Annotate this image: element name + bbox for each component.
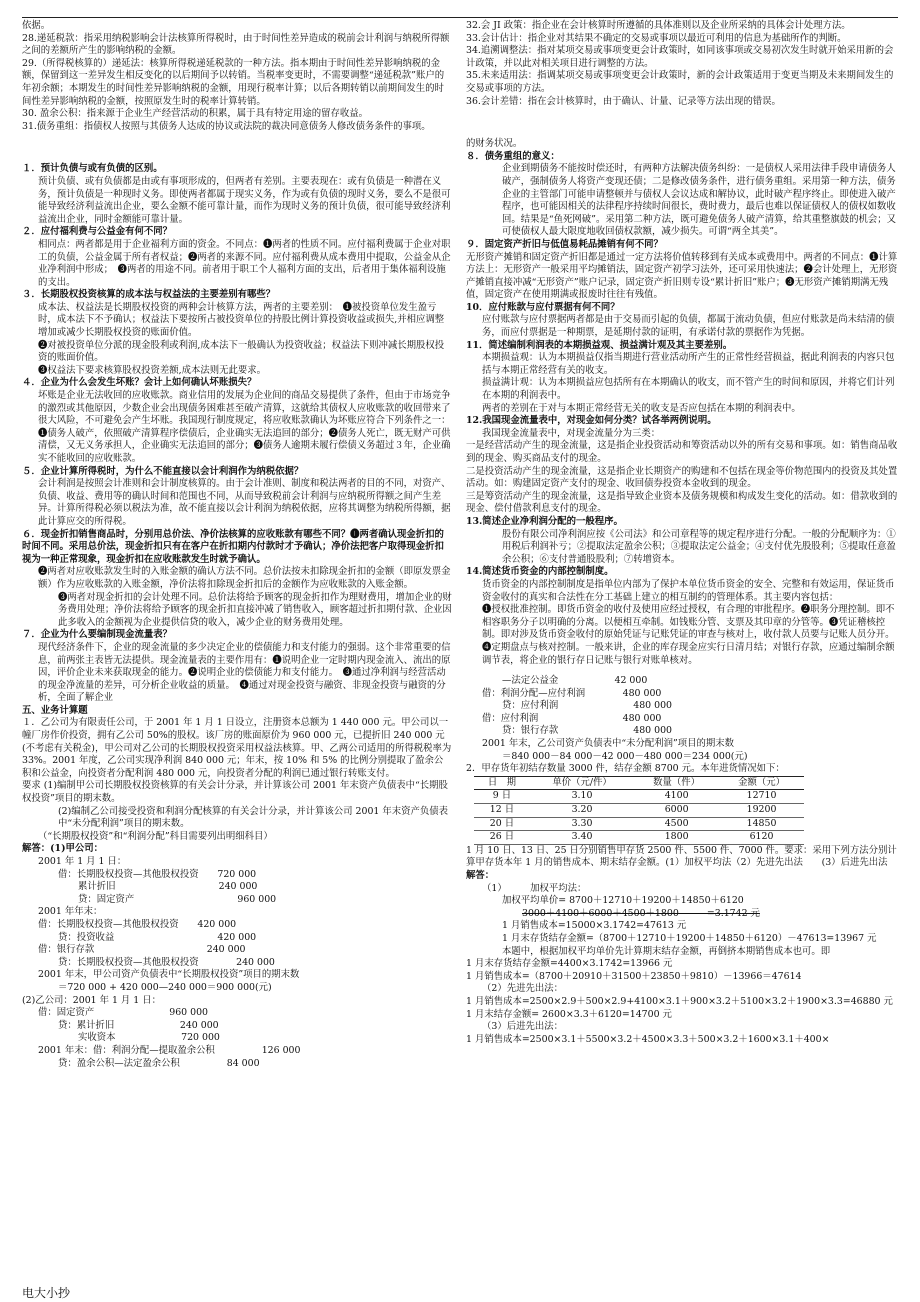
text-line: 34.追溯调整法：指对某项交易或事项变更会计政策时，如同该事项或交易初次发生时就开始采用新的会计政策，并以此对相关项目进行调整的方法。 <box>466 45 894 69</box>
text-line: 损益满计观：认为本期损益应包括所有在本期确认的收支，而不管产生的时间和原因，并将它们计列在本期的利润表中。 <box>482 377 895 402</box>
text-line: 1 月 10 日、13 日、25 日分别销售甲存货 2500 件、5500 件、7000 件。要求：采用下列方法分别计算甲存货本年 1 月的销售成本、期末结存金额。(1）加权平均法（2）先进先出法 (3）后进先出法 <box>466 844 897 869</box>
table-cell: 6000 <box>664 804 689 816</box>
text-line: 借：长期股权投资—其他股权投资 420 000 <box>38 918 237 930</box>
text-line: 的财务状况。 <box>466 138 523 150</box>
text-line: 加权平均单价= 8700＋12710＋19200＋14850＋6120 <box>502 895 744 907</box>
text-line: ４．企业为什么会发生坏账？会计上如何确认坏账损失？ <box>22 377 257 389</box>
text-line: 相同点：两者都是用于企业福利方面的资金。不同点：❶两者的性质不同。应付福利费属于企业对职工的负债，公益金属于所有者权益；❷两者的来源不同。应付福利费从成本费用中提取，公益金从企业净利润中形成； ❸两者的用途不同。前者用于职工个人福利方面的支出，后者用于集体福利设施的支出。 <box>38 238 451 288</box>
text-line: ９．固定资产折旧与低值易耗品摊销有何不同？ <box>466 238 663 250</box>
text-line: （3）后进先出法： <box>482 1021 563 1033</box>
table-cell: 3.10 <box>571 790 593 802</box>
text-line: ❸两者对现金折扣的会计处理不同。总价法将给予顾客的现金折扣作为理财费用，增加企业的财务费用处理；净价法将给予顾客的现金折扣直接冲减了销售收入，顾客超过折扣期付款、企业因此多收入的金额视为企业提供信贷的收入，减少企业的财务费用处理。 <box>58 591 452 628</box>
text-line: 借：固定资产 960 000 <box>38 1007 209 1019</box>
text-line: 2001 年末，乙公司资产负债表中“未分配利润”项目的期末数 <box>482 738 735 750</box>
right-calc2 <box>466 845 900 1047</box>
text-line: （2）先进先出法： <box>482 983 563 995</box>
text-line: 贷：固定资产 960 000 <box>78 893 277 905</box>
text-line: １．乙公司为有限责任公司，于 2001 年 1 月 1 日设立，注册资本总额为 1 440 000 元。甲公司以一幢厂房作价投资，拥有乙公司 50%的股权。该厂房的账面原价为 960 000 元，已提折旧 240 000 元(不考虑有关税金)，甲公司对乙公司的长期股权投资采用权益法核算。甲、乙两公司适用的所得税税率为 33%。2001 年度，乙公司实现净利润 840 000 元；年末，按 10% 和 5% 的比例分别提取了盈余公积和公益金，向投资者分配利润 480 000 元，向投资者分配的利润已通过银行转账支付。 <box>22 717 452 779</box>
table-row <box>474 790 804 804</box>
text-line: 成本法、权益法是长期股权投资的两种会计核算方法，两者的主要差别： ❶被投资单位发生盈亏时，成本法下不予确认；权益法下要按所占被投资单位的持股比例计算投资收益或损失,并相应调整增加或减少长期股权投资的账面价值。 <box>38 301 445 339</box>
text-line: 会计利润是按照会计准则和会计制度核算的。由于会计准则、制度和税法两者的目的不同，对资产、负债、收益、费用等的确认时间和范围也不同，从而导致税前会计利润与应纳税所得额之间产生差异。计算所得税必须以税法为准，故不能直接以会计利润为纳税依据，应将其调整为纳税所得额，据此计算应交的所得税。 <box>38 478 451 527</box>
text-line: 二是投资活动产生的现金流量，这是指企业长期资产的购建和不包括在现金等价物范围内的投资及其处置活动。如：购建固定资产支付的现金、收回债券投资本金收到的现金。 <box>466 465 898 490</box>
text-line: 1 月销售成本=（8700＋20910＋31500＋23850＋9810）－13966＝47614 <box>466 970 802 982</box>
table-cell: 4500 <box>664 817 689 829</box>
table-header-row <box>474 776 804 790</box>
text-line: 2001 年末，甲公司资产负债表中“长期股权投资”项目的期末数 <box>38 969 300 981</box>
table-body <box>474 790 804 844</box>
text-line: ３．长期股权投资核算的成本法与权益法的主要差别有哪些？ <box>22 289 276 301</box>
text-line: 我国现金流量表中，对现金流量分为三类： <box>482 427 661 439</box>
text-line: 35.未来适用法：指调某项交易或事项变更会计政策时，新的会计政策适用于变更当期及未来期间发生的交易或事项的方法。 <box>466 70 894 94</box>
table-cell: 12 日 <box>489 804 515 816</box>
text-line: 要求 (1)编制甲公司长期股权投资核算的有关会计分录，并计算该公司 2001 年末资产负债表中“长期股权投资”项目的期末数。 <box>22 780 448 805</box>
text-line: 预计负债、或有负债都是由或有事项形成的，但两者有差别。主要表现在：或有负债是一种潜在义务，预计负债是一种现时义务。即使两者都属于现实义务，作为或有负债的现时义务，要么不是很可能导致经济利益流出企业，要么金额不能可靠计量，而作为现时义务的预计负债，很可能导致经济利益流出企业，同时金额能可靠计量。 <box>38 175 451 225</box>
text-line: 实收资本 720 000 <box>78 1032 220 1044</box>
left-column <box>22 20 456 1288</box>
table-cell: 9 日 <box>492 790 512 802</box>
right-column <box>466 20 900 1288</box>
text-line: 贷：银行存款 480 000 <box>502 725 673 737</box>
text-line: —法定公益金 42 000 <box>502 675 648 687</box>
text-line: 一是经营活动产生的现金流量，这是指企业投资活动和筹资活动以外的所有交易和事项。如：销售商品收到的现金、购买商品支付的现金。 <box>466 440 898 464</box>
text-line: 贷：长期股权投资—其他股权投资 240 000 <box>58 956 275 968</box>
table-cell: 12710 <box>746 790 777 802</box>
text-line: 解答：(1)甲公司： <box>22 843 104 855</box>
table-header-cell: 金额（元） <box>738 776 785 788</box>
text-line: 3000＋4100＋6000＋4500＋1800 =3.1742 元 <box>522 907 760 919</box>
text-line: ６．现金折扣销售商品时，分别用总价法、净价法核算的应收账款有哪些不同？❶两者确认现金折扣的时间不同。采用总价法，现金折扣只有在客户在折扣期内付款时才予确认；净价法把客户取得现金折扣视为一种正常现象，现金折扣在应收账款发生时就予确认。 <box>22 528 444 565</box>
text-line: 11．简述编制利润表的本期损益观、损益满计观及其主要差别。 <box>466 339 733 351</box>
text-line: 30. 盈余公积：指来源于企业生产经营活动的积累，属于具有特定用途的留存收益。 <box>22 108 369 120</box>
text-line: 借：应付利润 480 000 <box>482 712 662 724</box>
text-line: １．预计负债与或有负债的区别。 <box>22 163 163 175</box>
text-line: 贷：投资收益 420 000 <box>58 931 257 943</box>
text-line: 2001 年年末： <box>38 906 103 918</box>
text-line: ２．应付福利费与公益金有何不同？ <box>22 226 173 238</box>
text-line: 31.债务重组：指债权人按照与其债务人达成的协议或法院的裁决同意债务人修改债务条件的事项。 <box>22 120 431 132</box>
table-cell: 3.40 <box>571 831 593 843</box>
text-line: 1 月销售成本=2500×3.1＋5500×3.2＋4500×3.3＋500×3.2＋1600×3.1＋400× <box>466 1033 830 1045</box>
text-line: ＝720 000 + 420 000—240 000＝900 000(元) <box>58 981 272 993</box>
text-line: 企业到期债务不能按时偿还时，有两种方法解决债务纠纷：一是债权人采用法律手段申请债务人破产，强制债务人将资产变现还债；二是修改债务条件，进行债务重组。采用第一种方法，债务企业的主管部门可能申请整顿并与债权人会议达成和解协议，此时破产程序终止。即使进入破产程序，也可能因相关的法律程序持续时间很长，费时费力，最后也难以保证债权人的债权如数收回。结果是“鱼死网破”。采用第二种方法，既可避免债务人破产清算，给其重整旗鼓的机会；又可使债权人最大限度地收回债权款额，减少损失。可谓“两全其美”。 <box>502 163 896 238</box>
text-line: 借：银行存款 240 000 <box>38 944 246 956</box>
text-line: 现代经济条件下，企业的现金流量的多少决定企业的偿债能力和支付能力的强弱。这个非常重要的信息，前两张主表皆无法提供。现金流量表的主要作用有：❶说明企业一定时期内现金流入、流出的原因，评价企业未来获取现金的能力。❷说明企业的偿债能力和支付能力。 ❸通过净利润与经营活动的现金净流量的差异，可分析企业收益的质量。 ❹通过对现金投资与融资、非现金投资与融资的分析，全面了解企业 <box>38 641 451 704</box>
text-line: (2)编制乙公司接受投资和利润分配核算的有关会计分录，并计算该公司 2001 年末资产负债表中“未分配利润”项目的期末数。 <box>58 805 448 830</box>
text-line: 33.会计估计：指企业对其结果不确定的交易或事项以最近可利用的信息为基础所作的判断。 <box>466 32 847 44</box>
right-calc1 <box>466 675 900 776</box>
table-header-cell: 日 期 <box>487 776 517 788</box>
text-line: 贷：盈余公积—法定盈余公积 84 000 <box>58 1057 260 1069</box>
text-line: 货币资金的内部控制制度是指单位内部为了保护本单位货币资金的安全、完整和有效运用，保证货币资金收付的真实和合法性在分工基础上建立的相互制约的管理体系。其主要内容包括： <box>482 578 895 603</box>
section-gap <box>466 108 900 138</box>
text-line: 两者的差别在于对与本期正常经营无关的收支是否应包括在本期的利润表中。 <box>482 402 801 414</box>
left-body <box>22 163 456 1070</box>
text-line: 2．甲存货年初结存数量 3000 件，结存金额 8700 元。本年进货情况如下： <box>466 763 785 775</box>
text-line: （“长期股权投资”和“利润分配”科目需要列出明细科目） <box>38 830 273 842</box>
text-line: ❶授权批准控制。即货币资金的收付及使用应经过授权，有合理的审批程序。❷职务分理控制。即不相容职务分子以明确的分离。以便相互牵制。如钱账分管、支票及其印章的分管等。❸凭证稽核控制。即对涉及货币资金收付的原始凭证与记账凭证的审查与核对上，收付款人员要与记账人员分开。❹定期盘点与核对控制。一般来讲，企业的库存现金应实行日清月结；对银行存款，应通过编制余额调节表，将企业的银行存日记账与银行对账单核对。 <box>482 604 895 666</box>
text-line: 14.简述货币资金的内部控制制度。 <box>466 566 614 578</box>
text-line: 累计折旧 240 000 <box>78 881 258 893</box>
section-gap <box>466 667 900 675</box>
text-line: （1） 加权平均法： <box>482 882 587 894</box>
text-line: 贷：累计折旧 240 000 <box>58 1019 219 1031</box>
text-line: 12.我国现金流量表中，对现金如何分类？试各举两例说明。 <box>466 415 717 427</box>
text-line: ❷两者对应收账款发生时的入账金额的确认方法不同。总价法按未扣除现金折扣的金额（即原发票金额）作为应收账款的入账金额，净价法将扣除现金折扣后的金额作为应收账款的入账金额。 <box>38 566 451 590</box>
text-line: (2)乙公司：2001 年 1 月 1 日： <box>22 994 161 1006</box>
text-line: 五、业务计算题 <box>22 704 88 716</box>
text-line: 32.会 JI 政策：指企业在会计核算时所遵循的具体准则以及企业所采纳的具体会计处理方法。 <box>466 20 851 31</box>
table-row <box>474 817 804 831</box>
text-line: ＝840 000－84 000－42 000－480 000＝234 000(元) <box>502 750 748 762</box>
text-line: 本期损益观：认为本期损益仅指当期进行营业活动所产生的正常性经营损益，据此利润表的内容只包括与本期正常经营有关的收支。 <box>482 352 895 376</box>
text-line: ５．企业计算所得税时，为什么不能直接以会计利润作为纳税依据？ <box>22 465 304 477</box>
table-header-cell: 单价（元/件） <box>552 776 612 788</box>
left-definitions <box>22 20 452 133</box>
table-header-cell: 数量（件） <box>653 776 701 788</box>
table-cell: 20 日 <box>489 817 515 829</box>
text-line: 应付账款与应付票据两者都是由于交易而引起的负债，都属于流动负债，但应付账款是尚未结清的债务，而应付票据是一种期票，是延期付款的证明，有承诺付款的票据作为凭据。 <box>482 314 895 339</box>
table-cell: 6120 <box>749 831 774 843</box>
text-line: 贷：应付利润 480 000 <box>502 700 673 712</box>
text-line: 借：长期股权投资—其他股权投资 720 000 <box>58 868 257 880</box>
text-line: 2001 年末：借：利润分配—提取盈余公积 126 000 <box>38 1044 301 1056</box>
table-cell: 3.30 <box>571 817 593 829</box>
table-cell: 1800 <box>664 831 689 843</box>
text-line: 1 月销售成本=2500×2.9＋500×2.9+4100×3.1＋900×3.2＋5100×3.2＋1900×3.3=46880 元 1 月末结存金额= 2600×3.3＋6120=14700 元 <box>466 995 893 1020</box>
text-line: 36.会计差错：指在会计核算时，由于确认、计量、记录等方法出现的错误。 <box>466 95 781 107</box>
text-line: 三是筹资活动产生的现金流量，这是指导致企业资本及债务规模和构成发生变化的活动。如：借款收到的现金、偿付借款利息支付的现金。 <box>466 490 898 515</box>
text-line: 10．应付账款与应付票据有何不同？ <box>466 301 620 313</box>
text-line: 无形资产摊销和固定资产折旧都是通过一定方法将价值转移到有关成本或费用中。两者的不同点：❶计算方法上：无形资产一般采用平均摊销法，固定资产初学习法外，还可采用快速法；❷会计处理上，无形资产摊销直接冲减“无形资产”账户记录，固定资产折旧则专设“累计折旧”账户；❸无形资产摊销期满无残值，固定资产在使用期满或报废时往往有残值。 <box>466 251 898 301</box>
text-line: ❸权益法下要求核算股权投资差额,成本法则无此要求。 <box>38 364 266 376</box>
text-line: 本题中，根据加权平均单价先计算期末结存金额，再倒挤本期销售成本也可。即 <box>502 945 831 957</box>
text-line: 13.简述企业净利润分配的一般程序。 <box>466 515 623 527</box>
right-body <box>466 138 900 667</box>
text-line: 股份有限公司净利润应按《公司法》和公司章程等的规定程序进行分配。一般的分配顺序为：①用税后利润补亏；②提取法定盈余公积；③提取法定公益金；④支付优先股股利；⑤提取任意盈余公积；⑥支付普通股股利；⑦转增资本。 <box>502 528 896 565</box>
text-line: 解答： <box>466 870 495 881</box>
text-line: 1 月销售成本=15000×3.1742=47613 元 <box>502 920 687 932</box>
text-line: 坏账是企业无法收回的应收账款。商业信用的发展为企业间的商品交易提供了条件，但由于市场竞争的激烈或其他原因，少数企业会出现债务困难甚至破产清算，这就给其债权人应收账款的收回带来了很大风险，不可避免会产生坏账。我国现行制度规定，将应收账款确认为坏账应符合下列条件之一： ❶债务人破产，依照破产清算程序偿债后，企业确实无法追回的部分；❷债务人死亡，既无财产可供清偿，又无义务承担人，企业确实无法追回的部分；❸债务人逾期未履行偿债义务超过３年，企业确实不能收回的应收账款。 <box>38 390 456 464</box>
purchase-table <box>474 776 804 845</box>
section-gap <box>22 133 452 163</box>
text-line: 依据。 <box>22 20 51 31</box>
right-definitions <box>466 20 900 108</box>
table-cell: 14850 <box>746 817 777 829</box>
table-cell: 26 日 <box>489 831 515 843</box>
text-line: 28.递延税款：指采用纳税影响会计法核算所得税时，由于时间性差异造成的税前会计利润与纳税所得额之间的差额所产生的影响纳税的金额。 <box>22 32 450 57</box>
text-line: 1 月末存货结存金额=4400×3.1742=13966 元 <box>466 958 673 970</box>
table-cell: 4100 <box>664 790 689 802</box>
table-row <box>474 831 804 845</box>
footer-text: 电大小抄 <box>22 1286 71 1300</box>
text-line: 2001 年 1 月 1 日： <box>38 856 127 867</box>
text-line: 1 月末存货结存金额=（8700＋12710＋19200＋14850＋6120）－47613=13967 元 <box>502 932 877 944</box>
table-cell: 19200 <box>746 804 777 816</box>
table-cell: 3.20 <box>571 804 593 816</box>
text-line: ８．债务重组的意义： <box>466 150 560 162</box>
text-line: ７．企业为什么要编制现金流量表？ <box>22 629 173 641</box>
text-line: 29.（所得税核算的）递延法：核算所得税递延税款的一种方法。指本期由于时间性差异影响纳税的金额，保留到这一差异发生相反变化的以后期间予以转销。当税率变更时，不需要调整“递延税款”账户的年初余额；本期发生的时间性差异影响纳税的金额，用现行税率计算；以后各期转销以前期间发生的时间性差异影响纳税的金额，按照原发生时的税率计算转销。 <box>22 57 445 107</box>
header-rule <box>22 17 898 18</box>
text-line: 借：利润分配—应付利润 480 000 <box>482 687 662 699</box>
text-line: ❷对被投资单位分派的现金股利或利润,成本法下一般确认为投资收益；权益法下则冲减长期股权投资的账面价值。 <box>38 339 445 364</box>
table-row <box>474 804 804 818</box>
